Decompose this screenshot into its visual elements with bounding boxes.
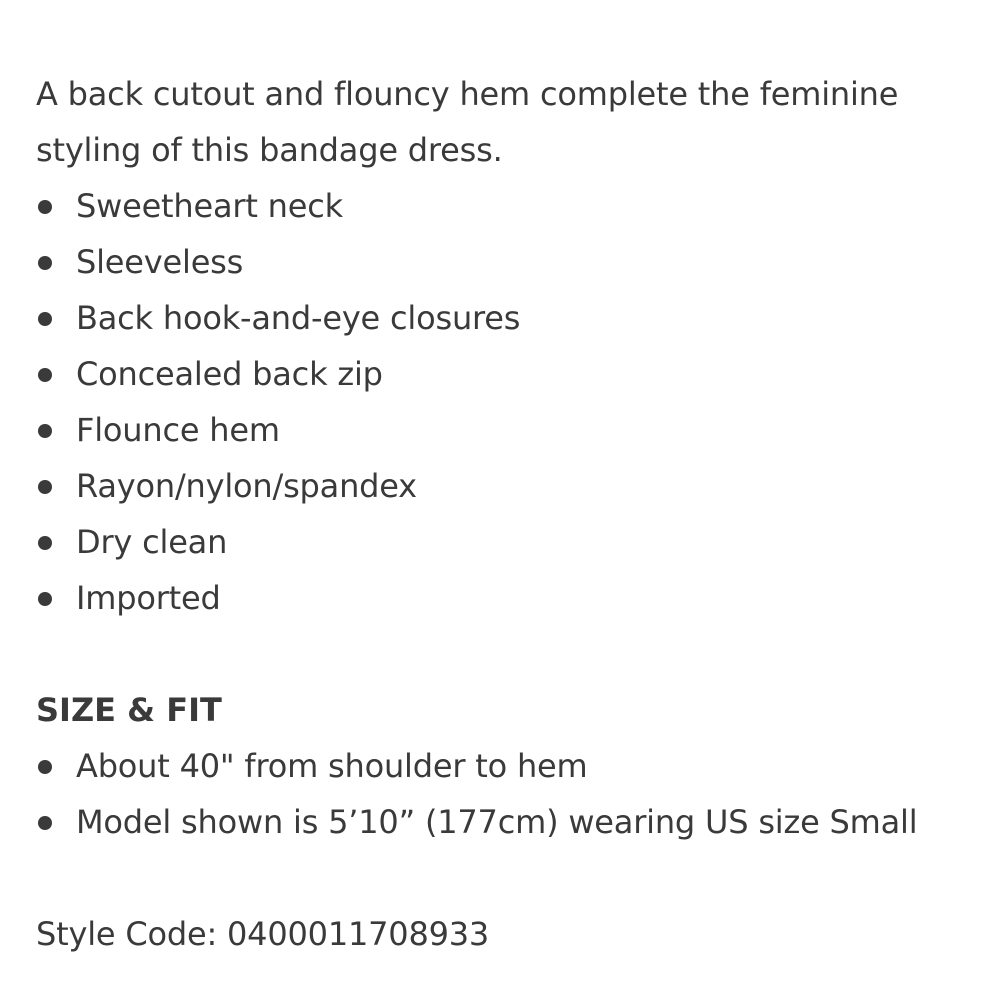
bullet-icon: [38, 816, 52, 830]
feature-list: [36, 178, 970, 626]
feature-item: [36, 178, 970, 234]
feature-text: Flounce hem: [76, 411, 280, 449]
style-code: Style Code: 0400011708933: [36, 915, 490, 953]
feature-item: [36, 346, 970, 402]
feature-item: [36, 290, 970, 346]
product-description: A back cutout and flouncy hem complete the feminine styling of this bandage dress.: [36, 75, 899, 169]
bullet-icon: [38, 760, 52, 774]
bullet-icon: [38, 536, 52, 550]
bullet-icon: [38, 312, 52, 326]
bullet-icon: [38, 480, 52, 494]
feature-text: Concealed back zip: [76, 355, 383, 393]
feature-item: [36, 402, 970, 458]
feature-item: [36, 514, 970, 570]
feature-item: [36, 234, 970, 290]
bullet-icon: [38, 368, 52, 382]
feature-text: Dry clean: [76, 523, 228, 561]
feature-item: [36, 570, 970, 626]
bullet-icon: [38, 592, 52, 606]
size-fit-list: [36, 738, 970, 850]
feature-text: Sweetheart neck: [76, 187, 343, 225]
bullet-icon: [38, 424, 52, 438]
size-fit-heading: SIZE & FIT: [36, 691, 222, 729]
feature-text: Rayon/nylon/spandex: [76, 467, 417, 505]
size-fit-item: [36, 738, 970, 794]
feature-item: [36, 458, 970, 514]
size-fit-text: About 40" from shoulder to hem: [76, 747, 588, 785]
feature-text: Imported: [76, 579, 221, 617]
bullet-icon: [38, 200, 52, 214]
feature-text: Back hook-and-eye closures: [76, 299, 521, 337]
feature-text: Sleeveless: [76, 243, 244, 281]
size-fit-item: [36, 794, 970, 850]
bullet-icon: [38, 256, 52, 270]
size-fit-text: Model shown is 5’10” (177cm) wearing US size Small: [76, 803, 918, 841]
